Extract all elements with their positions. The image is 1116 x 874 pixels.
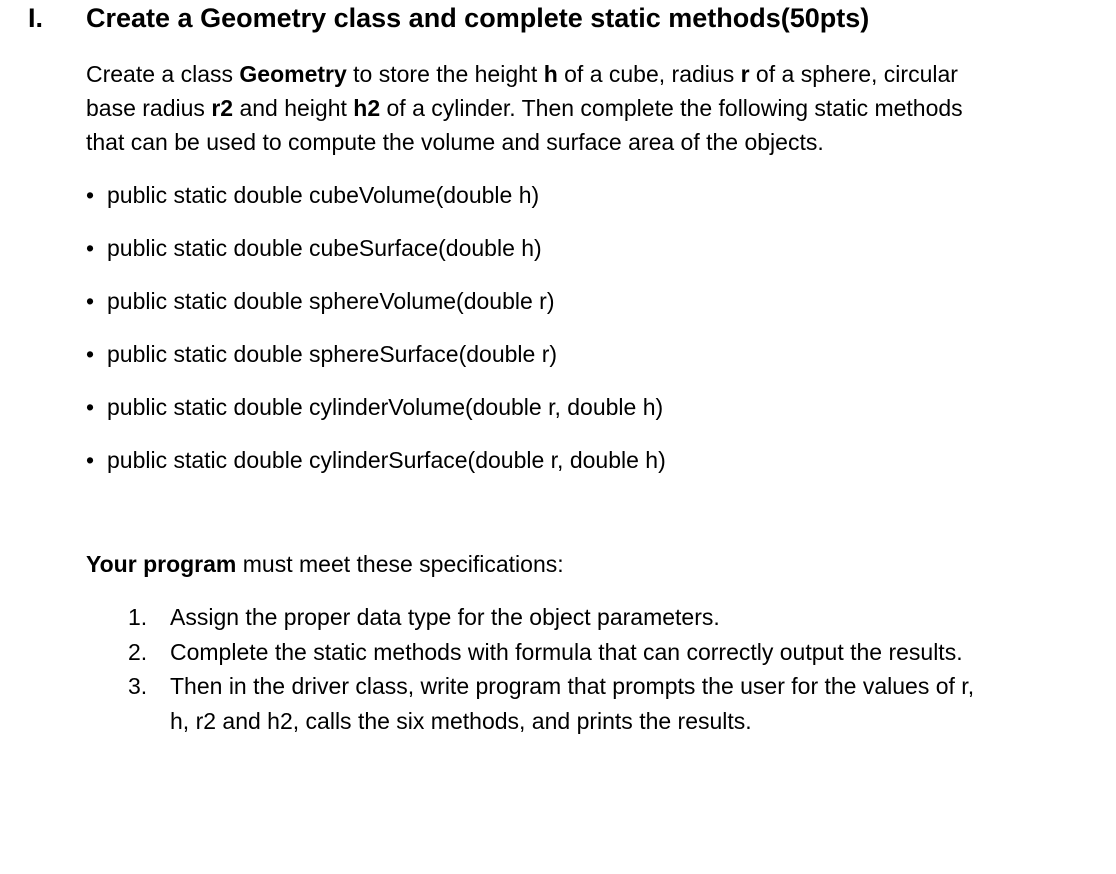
spec-number: 3. [128,673,148,699]
method-signature: public static double cubeVolume(double h) [107,182,540,208]
method-signature: public static double cylinderSurface(double r, double h) [107,447,666,473]
method-item [86,177,666,230]
intro-text: of a sphere, circular [749,61,958,87]
spec-item [128,669,974,738]
heading-number: I. [28,3,44,33]
intro-line-3: that can be used to compute the volume and surface area of the objects. [86,129,824,155]
class-name: Geometry [239,61,347,87]
method-signature: public static double sphereSurface(double r) [107,341,558,367]
spec-list [128,600,974,738]
method-item [86,336,666,389]
spec-text: Complete the static methods with formula that can correctly output the results. [170,638,963,665]
bullet-icon: • [86,447,95,473]
intro-text: base radius [86,95,212,121]
intro-text: of a cylinder. Then complete the following static methods [380,95,963,121]
spec-number: 2. [128,638,148,665]
method-signature: public static double cubeSurface(double h) [107,235,542,261]
intro-line-2 [86,91,1086,125]
intro-text: Create a class [86,61,240,87]
intro-text: to store the height [346,61,544,87]
param-r: r [740,61,750,87]
bullet-icon: • [86,341,95,367]
method-item [86,389,666,442]
intro-text: and height [233,95,354,121]
method-item [86,230,666,283]
intro-line-1 [86,57,1086,91]
spec-item [128,635,974,670]
spec-text: Assign the proper data type for the object parameters. [170,604,720,630]
spec-number: 1. [128,604,148,630]
spec-item [128,600,974,635]
param-h2: h2 [353,95,381,121]
method-item [86,283,666,336]
method-signature: public static double cylinderVolume(double r, double h) [107,394,664,420]
intro-text: of a cube, radius [557,61,741,87]
method-item [86,442,666,495]
bullet-icon: • [86,182,95,208]
spec-text: Then in the driver class, write program that prompts the user for the values of r, [170,673,975,699]
spec-intro [86,547,564,581]
bullet-icon: • [86,394,95,420]
method-signature: public static double sphereVolume(double r) [107,288,555,314]
spec-text-continued: h, r2 and h2, calls the six methods, and prints the results. [170,707,752,734]
heading-title: Create a Geometry class and complete static methods(50pts) [86,3,870,33]
param-r2: r2 [211,95,234,121]
intro-paragraph [86,57,1086,159]
param-h: h [543,61,558,87]
spec-intro-bold: Your program [86,551,237,577]
spec-intro-text: must meet these specifications: [236,551,564,577]
bullet-icon: • [86,235,95,261]
method-list [86,177,666,495]
bullet-icon: • [86,288,95,314]
